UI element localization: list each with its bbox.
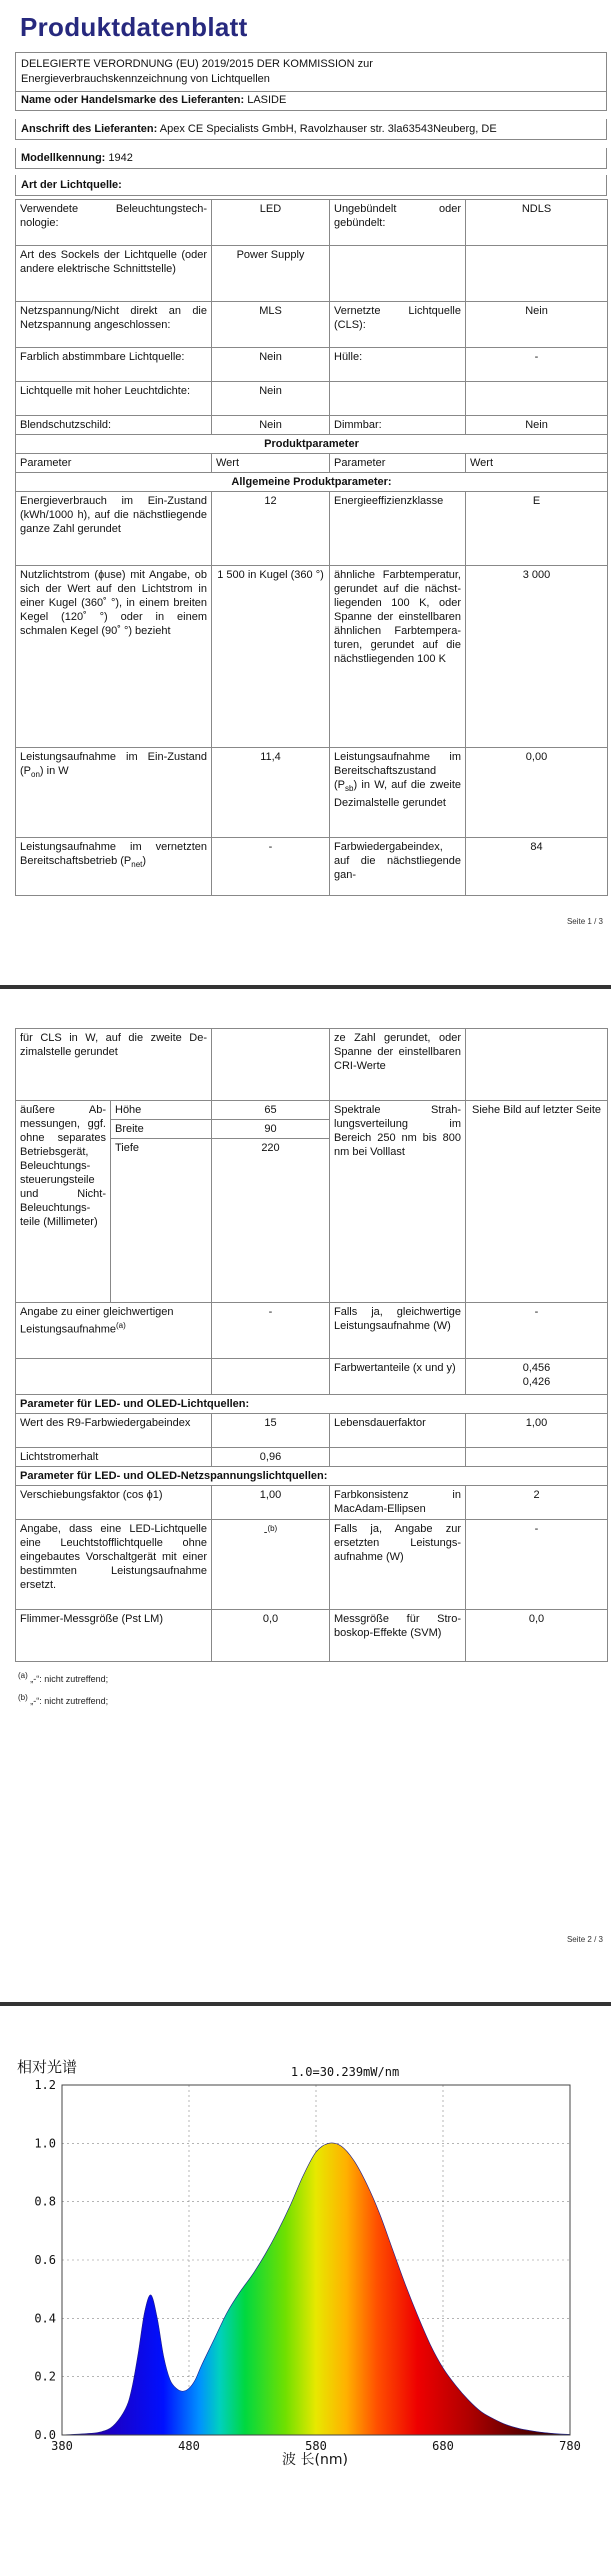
model-row [15, 148, 607, 169]
cri-cont: ze Zahl gerundet, oder Spanne der einstellbaren CRI-Werte [330, 1029, 466, 1101]
displacement-factor-label: Verschiebungsfaktor (cos ϕ1) [16, 1486, 212, 1520]
macadam-label: Farbkonsistenz in MacAdam-Ellipsen [330, 1486, 466, 1520]
table-row [16, 246, 608, 302]
table-row [16, 1303, 608, 1359]
y-tick-label: 0.8 [34, 2194, 56, 2209]
tech-label: Verwendete Beleuchtungstechnologie: [16, 200, 212, 246]
y-tick-label: 0.4 [34, 2311, 56, 2326]
width-value: 90 [212, 1120, 330, 1139]
column-header-value: Wert [212, 454, 330, 473]
equivalent-power-watts-label: Falls ja, gleichwertige Leistungsaufnahme (W) [330, 1303, 466, 1359]
led-params-heading: Parameter für LED- und OLED-Lichtquellen: [16, 1395, 608, 1414]
high-luminance-value: Nein [212, 382, 330, 416]
table-row [16, 838, 608, 896]
footnote-a-text: „-“: nicht zutreffend; [30, 1674, 109, 1684]
survival-factor-value: 1,00 [466, 1414, 608, 1448]
replacement-claim-label: Angabe, dass eine LED-Lichtquelle eine Leuchtstofflichtquelle ohne eingebautes Vorschaltgerät mit einer bestimmten Leistungsaufnahme ersetzt. [16, 1520, 212, 1610]
y-tick-label: 0.0 [34, 2428, 56, 2442]
width-label: Breite [111, 1120, 212, 1139]
table-row [16, 748, 608, 838]
lumen-maintenance-value: 0,96 [212, 1448, 330, 1467]
document-title: Produktdatenblatt [20, 12, 248, 42]
table-row [16, 1359, 608, 1395]
standby-power-text: Leistungsaufnahme im Bereitschaftszustand (P [334, 751, 461, 791]
on-mode-power-subscript: on [31, 770, 40, 780]
table-row [16, 454, 608, 473]
regulation-line-2: Energieverbrauchskennzeichnung von Lichtquellen [21, 73, 270, 85]
table-row [16, 1414, 608, 1448]
color-tunable-label: Farblich abstimmbare Lichtquelle: [16, 348, 212, 382]
depth-value: 220 [212, 1139, 330, 1303]
y-tick-label: 1.2 [34, 2078, 56, 2092]
footnote-b-marker: (b) [267, 1524, 278, 1533]
equivalent-power-label [16, 1303, 212, 1359]
table-row [16, 435, 608, 454]
column-header-parameter: Parameter [330, 454, 466, 473]
equivalent-power-watts-value: - [466, 1303, 608, 1359]
lumen-maintenance-label: Lichtstromerhalt [16, 1448, 212, 1467]
spectrum-chart [15, 2052, 610, 2492]
cri-value: 84 [466, 838, 608, 896]
product-params-table-continued [15, 1028, 608, 1662]
dimensions-label: äußere Abmessungen, ggf. ohne separates Betriebsgerät, Beleuchtungssteuerungsteile und Nicht-Beleuchtungsteile (Millimeter) [16, 1101, 111, 1303]
networked-standby-subscript: net [131, 860, 143, 870]
flicker-label: Flimmer-Messgröße (Pst LM) [16, 1610, 212, 1662]
y-tick-label: 0.2 [34, 2369, 56, 2384]
trademark-value: LASIDE [247, 94, 287, 106]
chromaticity-y: 0,426 [522, 1376, 551, 1388]
product-params-heading: Produktparameter [16, 435, 608, 454]
standby-power-subscript: sb [345, 784, 354, 794]
r9-value: 15 [212, 1414, 330, 1448]
socket-value: Power Supply [212, 246, 330, 302]
x-axis-label: 波 长(nm) [282, 2452, 348, 2468]
on-mode-power-text: Leistungsaufnahme im Ein-Zustand (P [20, 751, 207, 777]
empty-cell [466, 246, 608, 302]
empty-cell [330, 382, 466, 416]
spectral-distribution-value: Siehe Bild auf letzter Seite [466, 1101, 608, 1303]
light-type-heading-row [15, 175, 607, 196]
standby-power-value: 0,00 [466, 748, 608, 838]
trademark-label: Name oder Handelsmarke des Lieferanten: [21, 94, 245, 106]
standby-power-unit: ) in W, auf die zweite Dezimalstelle gerundet [334, 779, 461, 810]
mains-label: Netzspannung/Nicht direkt an die Netzspannung angeschlossen: [16, 302, 212, 348]
x-tick-label: 680 [432, 2439, 454, 2453]
stroboscopic-label: Messgröße für Stroboskop-Effekte (SVM) [330, 1610, 466, 1662]
table-row [16, 1395, 608, 1414]
equivalent-power-value: - [212, 1303, 330, 1359]
energy-value: 12 [212, 492, 330, 566]
table-row [16, 1486, 608, 1520]
unbundled-label: Ungebündelt oder gebündelt: [330, 200, 466, 246]
energy-label: Energieverbrauch im Ein-Zustand (kWh/1000 h), auf die nächstliegende ganze Zahl gerundet [16, 492, 212, 566]
depth-label: Tiefe [111, 1139, 212, 1303]
efficiency-class-value: E [466, 492, 608, 566]
light-type-heading: Art der Lichtquelle: [21, 179, 122, 191]
table-row [16, 200, 608, 246]
envelope-label: Hülle: [330, 348, 466, 382]
tech-value: LED [212, 200, 330, 246]
footnote-b [18, 1693, 108, 1706]
empty-cell [212, 1029, 330, 1101]
cct-label: ähnliche Farbtemperatur, gerundet auf die nächstliegenden 100 K, oder Spanne der einstellbaren ähnlichen Farbtemperaturen, gerundet auf die nächstliegenden 100 K [330, 566, 466, 748]
x-tick-label: 580 [305, 2439, 327, 2453]
flicker-value: 0,0 [212, 1610, 330, 1662]
luminous-flux-label: Nutzlichtstrom (ɸuse) mit Angabe, ob sich der Wert auf den Lichtstrom in einer Kugel (360˚ °), in einem breiten Kegel (120˚ °) oder in einem schmalen Kegel (90˚ °) bezieht [16, 566, 212, 748]
replacement-power-value: - [466, 1520, 608, 1610]
envelope-value: - [466, 348, 608, 382]
regulation-header [15, 52, 607, 92]
equivalent-power-text: Angabe zu einer gleichwertigen Leistungsaufnahme [20, 1306, 174, 1336]
macadam-value: 2 [466, 1486, 608, 1520]
address-label: Anschrift des Lieferanten: [21, 123, 158, 135]
model-label: Modellkennung: [21, 152, 106, 164]
unbundled-value: NDLS [466, 200, 608, 246]
page-separator [0, 2002, 611, 2006]
replacement-claim-value [212, 1520, 330, 1610]
connected-value: Nein [466, 302, 608, 348]
on-mode-power-unit: ) in W [39, 765, 69, 777]
column-header-value: Wert [466, 454, 608, 473]
table-row [16, 473, 608, 492]
networked-standby-close: ) [142, 855, 147, 867]
x-tick-label: 780 [559, 2439, 581, 2453]
empty-cell [466, 1448, 608, 1467]
chart-annotation: 1.0=30.239mW/nm [290, 2065, 400, 2079]
y-tick-label: 1.0 [34, 2136, 56, 2151]
chromaticity-x: 0,456 [522, 1362, 551, 1374]
column-header-parameter: Parameter [16, 454, 212, 473]
survival-factor-label: Lebensdauerfaktor [330, 1414, 466, 1448]
networked-standby-label [16, 838, 212, 896]
page-number: Seite 1 / 3 [566, 917, 603, 926]
regulation-line-1: DELEGIERTE VERORDNUNG (EU) 2019/2015 DER KOMMISSION zur [21, 58, 373, 70]
displacement-factor-value: 1,00 [212, 1486, 330, 1520]
table-row [16, 492, 608, 566]
page-number: Seite 2 / 3 [566, 1935, 603, 1944]
trademark-row [15, 90, 607, 111]
luminous-flux-value: 1 500 in Kugel (360 °) [212, 566, 330, 748]
general-params-heading: Allgemeine Produktparameter: [16, 473, 608, 492]
standby-power-label [330, 748, 466, 838]
y-tick-label: 0.6 [34, 2253, 56, 2267]
footnote-b-mark: (b) [18, 1693, 28, 1702]
socket-label: Art des Sockels der Lichtquelle (oder andere elektrische Schnittstelle) [16, 246, 212, 302]
table-row [16, 302, 608, 348]
height-value: 65 [212, 1101, 330, 1120]
chromaticity-label: Farbwertanteile (x und y) [330, 1359, 466, 1395]
spectrum-chart-svg [15, 2052, 610, 2492]
high-luminance-label: Lichtquelle mit hoher Leuchtdichte: [16, 382, 212, 416]
networked-standby-text: Leistungsaufnahme im vernetzten Bereitschaftsbetrieb (P [20, 841, 207, 867]
empty-cell [212, 1359, 330, 1395]
stroboscopic-value: 0,0 [466, 1610, 608, 1662]
address-row [15, 119, 607, 140]
footnote-a-mark: (a) [18, 1671, 28, 1680]
empty-cell [16, 1359, 212, 1395]
table-row [16, 566, 608, 748]
table-row [16, 1448, 608, 1467]
r9-label: Wert des R9-Farbwiedergabeindex [16, 1414, 212, 1448]
glare-label: Blendschutzschild: [16, 416, 212, 435]
table-row [16, 348, 608, 382]
light-source-table [15, 199, 608, 896]
empty-cell [466, 382, 608, 416]
height-label: Höhe [111, 1101, 212, 1120]
table-row [16, 1467, 608, 1486]
chromaticity-value [466, 1359, 608, 1395]
networked-standby-value: - [212, 838, 330, 896]
empty-cell [330, 1448, 466, 1467]
cri-label: Farbwiedergabeindex, auf die nächstliegende gan- [330, 838, 466, 896]
table-row [16, 382, 608, 416]
footnote-b-text: „-“: nicht zutreffend; [30, 1696, 109, 1706]
x-tick-label: 480 [178, 2439, 200, 2453]
table-row [16, 1520, 608, 1610]
address-value: Apex CE Specialists GmbH, Ravolzhauser str. 3la63543Neuberg, DE [159, 123, 497, 135]
table-row [16, 1029, 608, 1101]
table-row [16, 1101, 608, 1120]
chart-title: 相对光谱 [17, 2058, 78, 2076]
color-tunable-value: Nein [212, 348, 330, 382]
connected-label: Vernetzte Lichtquelle (CLS): [330, 302, 466, 348]
empty-cell [330, 246, 466, 302]
x-tick-label: 380 [51, 2439, 73, 2453]
glare-value: Nein [212, 416, 330, 435]
replacement-power-label: Falls ja, Angabe zur ersetzten Leistungsaufnahme (W) [330, 1520, 466, 1610]
mains-value: MLS [212, 302, 330, 348]
cct-value: 3 000 [466, 566, 608, 748]
table-row [16, 416, 608, 435]
dimmable-label: Dimmbar: [330, 416, 466, 435]
networked-standby-cont: für CLS in W, auf die zweite Dezimalstelle gerundet [16, 1029, 212, 1101]
mains-params-heading: Parameter für LED- und OLED-Netzspannungslichtquellen: [16, 1467, 608, 1486]
efficiency-class-label: Energieeffizienzklasse [330, 492, 466, 566]
model-value: 1942 [108, 152, 133, 164]
on-mode-power-label [16, 748, 212, 838]
footnote-a-marker: (a) [116, 1321, 126, 1330]
spectral-distribution-label: Spektrale Strahlungsverteilung im Bereich 250 nm bis 800 nm bei Volllast [330, 1101, 466, 1303]
dimmable-value: Nein [466, 416, 608, 435]
footnote-a [18, 1671, 108, 1684]
table-row [16, 1610, 608, 1662]
on-mode-power-value: 11,4 [212, 748, 330, 838]
replacement-claim-dash: - [263, 1526, 268, 1539]
page-separator [0, 985, 611, 989]
empty-cell [466, 1029, 608, 1101]
